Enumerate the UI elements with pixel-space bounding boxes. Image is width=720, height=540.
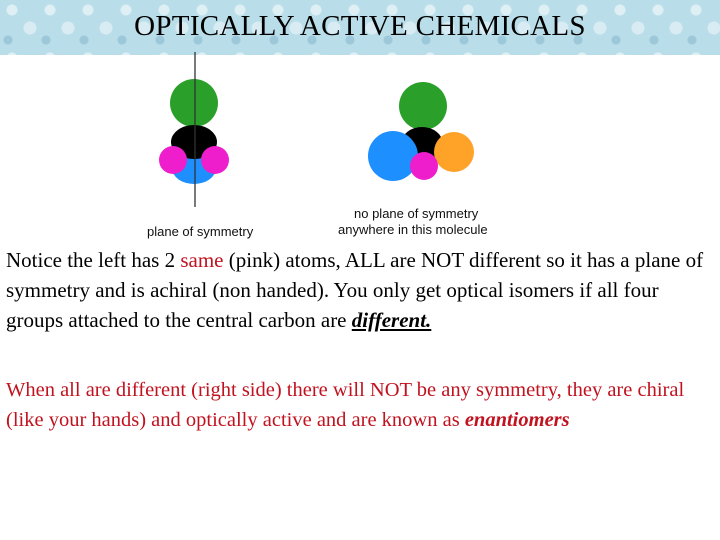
- left-pink-atom-1: [159, 146, 187, 174]
- right-diagram-label-line1: no plane of symmetry: [354, 206, 479, 221]
- right-orange-atom: [434, 132, 474, 172]
- paragraph1-text-b: (pink) atoms, ALL are NOT different so it has a plane of symmetry and is achiral (non handed). You only get optical isomers if all four groups attached to the central carbon are: [6, 248, 704, 332]
- right-blue-atom: [368, 131, 418, 181]
- right-green-atom: [399, 82, 447, 130]
- paragraph2-text: When all are different (right side) there will NOT be any symmetry, they are chiral (like your hands) and optically active and are known as: [6, 379, 685, 431]
- explanation-paragraph-1: [6, 245, 718, 335]
- paragraph1-text-a: Notice the left has 2: [6, 248, 181, 272]
- explanation-paragraph-2: [6, 375, 718, 435]
- enantiomers-emphasis: enantiomers: [464, 409, 570, 431]
- same-word: same: [180, 248, 224, 272]
- left-molecule: [159, 52, 229, 207]
- left-diagram-label: plane of symmetry: [147, 224, 254, 239]
- title-banner: [0, 0, 720, 55]
- right-diagram-label-line2: anywhere in this molecule: [338, 222, 488, 237]
- right-molecule: [368, 82, 474, 181]
- right-pink-atom: [410, 152, 438, 180]
- different-emphasis: different.: [351, 308, 432, 332]
- left-pink-atom-2: [201, 146, 229, 174]
- left-green-atom: [170, 79, 218, 127]
- page-title: OPTICALLY ACTIVE CHEMICALS: [134, 10, 586, 42]
